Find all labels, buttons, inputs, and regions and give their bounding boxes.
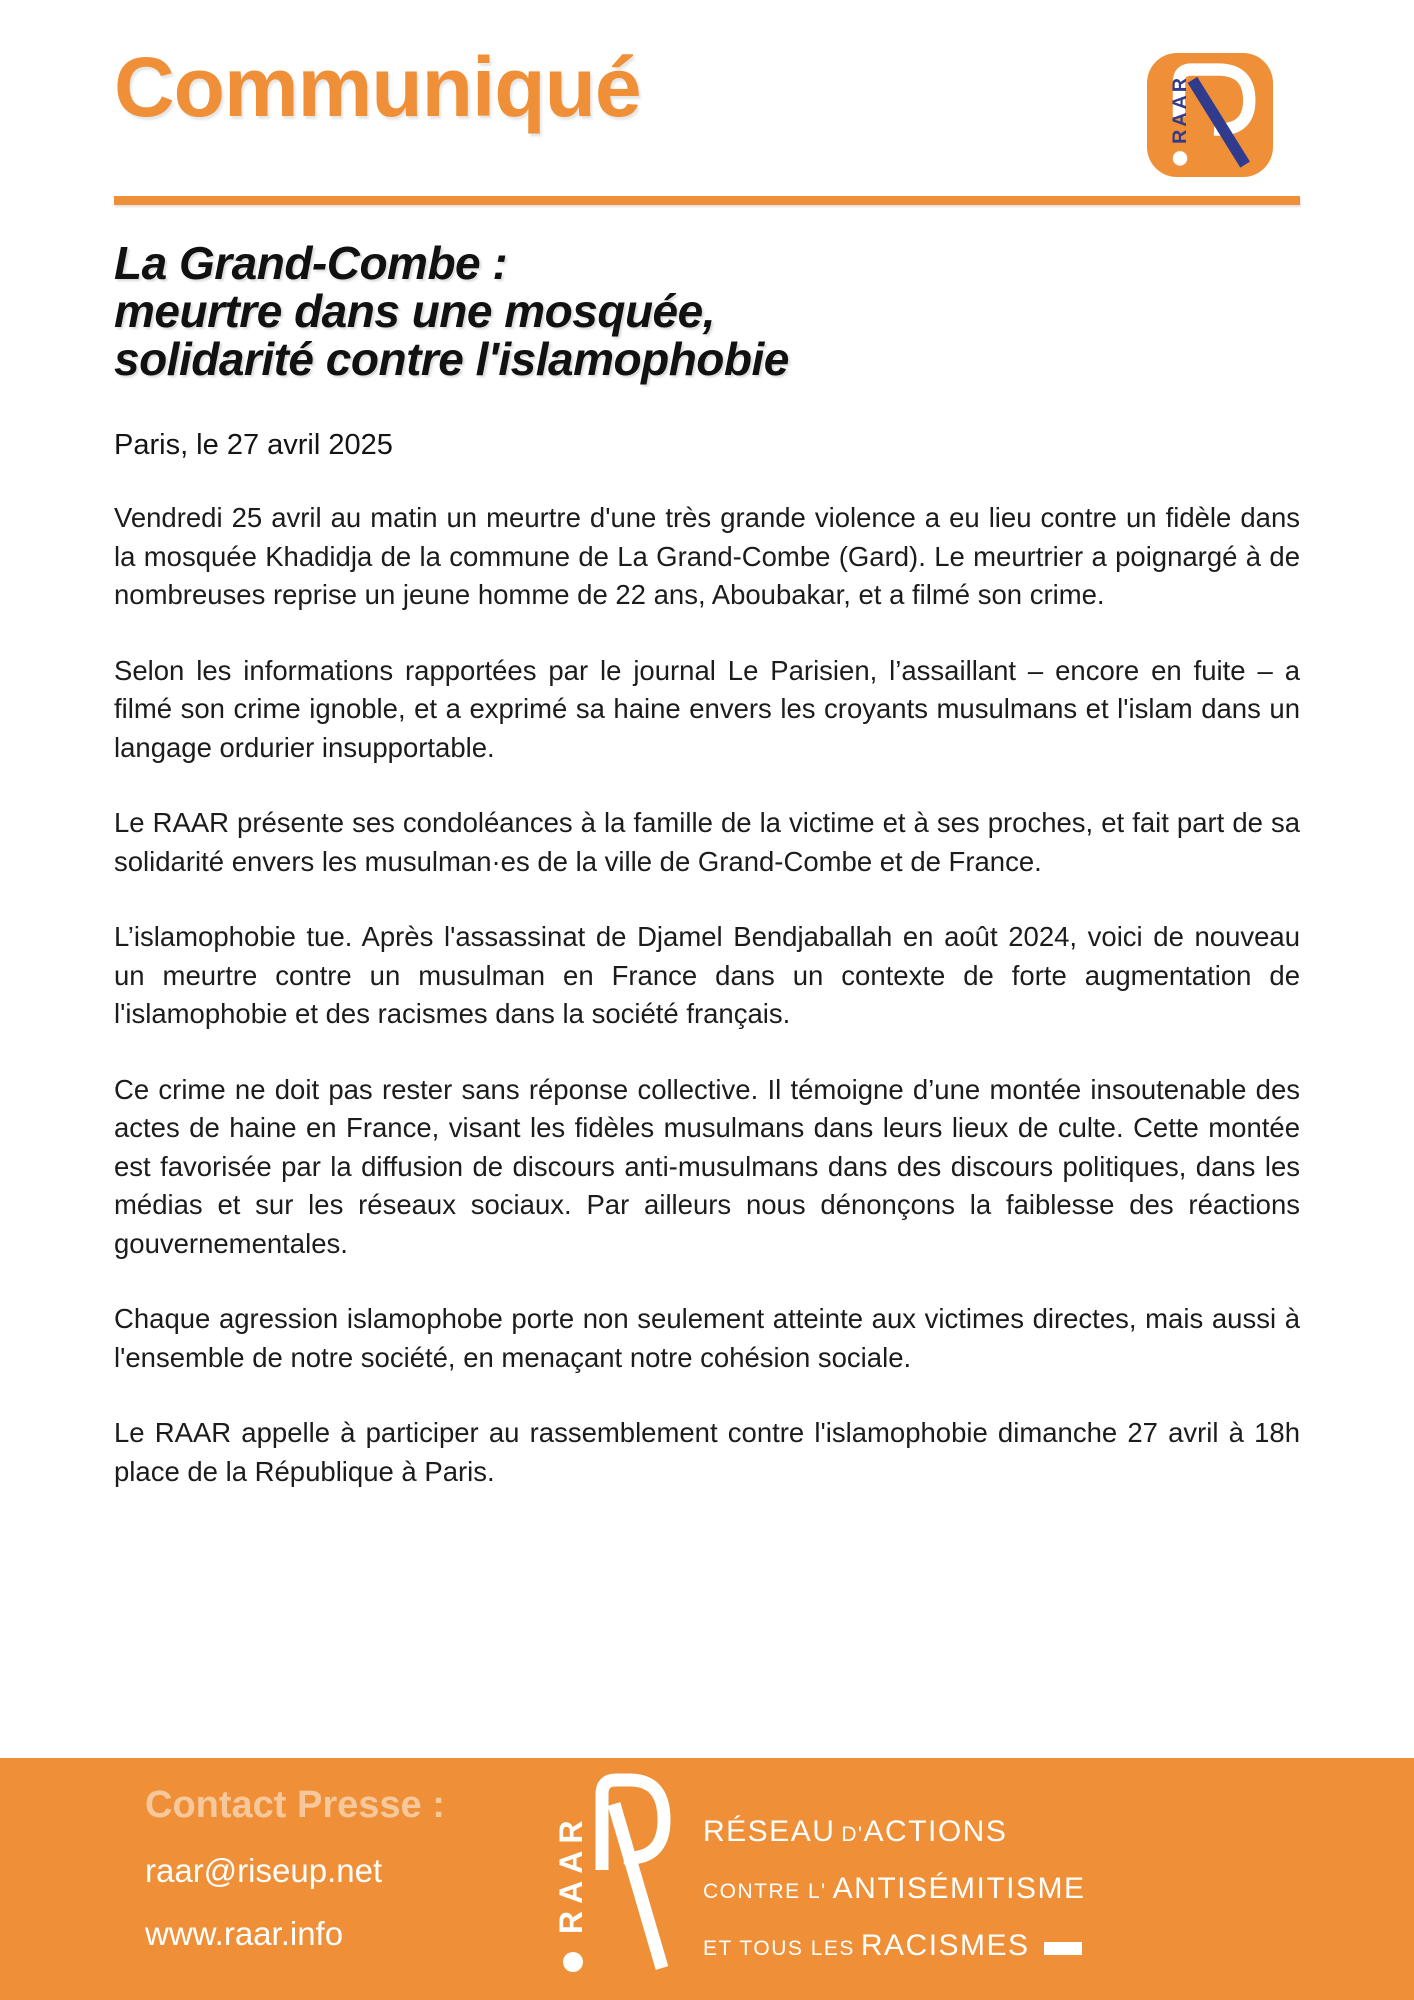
dateline: Paris, le 27 avril 2025: [114, 429, 393, 462]
paragraph: Selon les informations rapportées par le journal Le Parisien, l’assaillant – encore en fuite – a filmé son crime ignoble, et a exprimé sa haine envers les croyants musulmans et l'islam dans un langage ordurier insupportable.: [114, 654, 1300, 763]
raar-footer-acronym: RAAR: [553, 1813, 589, 1934]
org-name-line-3: [703, 1920, 1086, 1977]
footer: [0, 1758, 1414, 2000]
org-reseau: RÉSEAU: [703, 1815, 836, 1848]
body-text: [114, 499, 1300, 1491]
raar-logo-acronym: RAAR: [1169, 74, 1192, 144]
raar-logo-icon: [1147, 53, 1273, 177]
org-name-line-2: [703, 1863, 1086, 1920]
org-racismes: RACISMES: [860, 1929, 1030, 1962]
headline-line-3: solidarité contre l'islamophobie: [114, 333, 789, 386]
org-name-line-1: [703, 1806, 1086, 1863]
press-email-link[interactable]: raar@riseup.net: [145, 1852, 383, 1889]
paragraph: L’islamophobie tue. Après l'assassinat de Djamel Bendjaballah en août 2024, voici de nouveau un meurtre contre un musulman en France dans un contexte de forte augmentation de l'islamophobie et des racismes dans la société français.: [114, 921, 1300, 1030]
org-antisemitisme: ANTISÉMITISME: [832, 1872, 1086, 1905]
paragraph: Ce crime ne doit pas rester sans réponse collective. Il témoigne d’une montée insoutenable des actes de haine en France, visant les fidèles musulmans dans leurs lieux de culte. Cette montée est favorisée par la diffusion de discours anti-musulmans dans des discours politiques, dans les médias et sur les réseaux sociaux. Par ailleurs nous dénonçons la faiblesse des réactions gouvernementales.: [114, 1073, 1300, 1259]
headline: [114, 237, 1300, 386]
press-contact-block: [145, 1784, 445, 1953]
org-contre-l: CONTRE L': [703, 1880, 827, 1903]
raar-logo-badge: [1147, 53, 1273, 177]
headline-line-2: meurtre dans une mosquée,: [114, 285, 715, 338]
raar-footer-logo: [552, 1772, 682, 1987]
website-link[interactable]: www.raar.info: [145, 1915, 344, 1952]
contact-press-label: Contact Presse :: [145, 1784, 445, 1826]
page-title: Communiqué: [114, 40, 641, 134]
paragraph: Le RAAR appelle à participer au rassemblement contre l'islamophobie dimanche 27 avril à 18h place de la République à Paris.: [114, 1417, 1300, 1487]
org-dash-icon: [1044, 1942, 1082, 1955]
org-et-tous-les: ET TOUS LES: [703, 1937, 855, 1960]
paragraph: Le RAAR présente ses condoléances à la famille de la victime et à ses proches, et fait part de sa solidarité envers les musulman·es de la ville de Grand-Combe et de France.: [114, 807, 1300, 877]
orange-divider: [114, 196, 1300, 205]
paragraph: Chaque agression islamophobe porte non seulement atteinte aux victimes directes, mais aussi à l'ensemble de notre société, en menaçant notre cohésion sociale.: [114, 1303, 1300, 1373]
org-name-block: [703, 1806, 1086, 1977]
paragraph: Vendredi 25 avril au matin un meurtre d'une très grande violence a eu lieu contre un fidèle dans la mosquée Khadidja de la commune de La Grand-Combe (Gard). Le meurtrier a poignargé à de nombreuses reprise un jeune homme de 22 ans, Aboubakar, et a filmé son crime.: [114, 502, 1300, 611]
raar-footer-logo-icon: [552, 1772, 682, 1982]
org-d: D': [841, 1823, 864, 1846]
org-actions: ACTIONS: [863, 1815, 1008, 1848]
headline-line-1: La Grand-Combe :: [114, 237, 508, 290]
